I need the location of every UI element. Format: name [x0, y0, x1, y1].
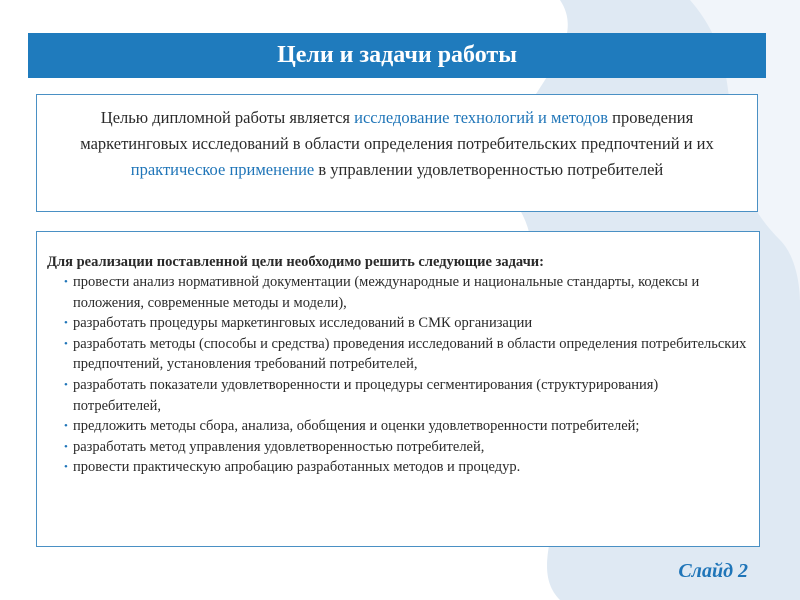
title-bar: [28, 33, 766, 78]
list-item: [47, 334, 749, 375]
list-item: [47, 437, 749, 458]
task-text: разработать процедуры маркетинговых исследований в СМК организации: [73, 315, 533, 332]
list-item: [47, 375, 749, 416]
goal-box: [36, 94, 758, 212]
bullet-icon: •: [64, 420, 68, 433]
task-text: разработать методы (способы и средства) проведения исследований в области определения потребительских предпочтений, установления требований потребителей,: [73, 335, 747, 373]
bullet-icon: •: [64, 337, 68, 350]
tasks-box: [36, 231, 760, 547]
bullet-icon: •: [64, 440, 68, 453]
goal-highlight-1: исследование технологий и методов: [354, 108, 608, 127]
bullet-icon: •: [64, 276, 68, 288]
bullet-icon: •: [64, 378, 68, 391]
goal-text-part-3: в управлении удовлетворенностью потребителей: [314, 160, 664, 179]
list-item: [47, 416, 749, 437]
tasks-list: [47, 272, 749, 478]
task-text: разработать показатели удовлетворенности и процедуры сегментирования (структурирования) потребителей,: [73, 376, 659, 414]
task-text: провести анализ нормативной документации (международные и национальные стандарты, кодексы и положения, современные методы и модели),: [73, 274, 700, 311]
list-item: [47, 313, 749, 334]
page-title: Цели и задачи работы: [277, 42, 517, 68]
bullet-icon: •: [64, 461, 68, 474]
task-text: предложить методы сбора, анализа, обобщения и оценки удовлетворенности потребителей;: [73, 418, 640, 435]
task-text: провести практическую апробацию разработанных методов и процедур.: [73, 459, 521, 476]
bullet-icon: •: [64, 317, 68, 330]
goal-highlight-2: практическое применение: [130, 160, 315, 179]
tasks-header: Для реализации поставленной цели необходимо решить следующие задачи:: [47, 254, 544, 270]
list-item: [47, 272, 749, 313]
goal-text-part-1: Целью дипломной работы является: [100, 108, 355, 127]
task-text: разработать метод управления удовлетворенностью потребителей,: [73, 438, 485, 455]
list-item: [47, 457, 749, 478]
goal-text-part-2: проведения маркетинговых исследований в области определения потребительских предпочтений и их: [80, 108, 714, 153]
slide-number-label: Слайд 2: [678, 560, 748, 582]
